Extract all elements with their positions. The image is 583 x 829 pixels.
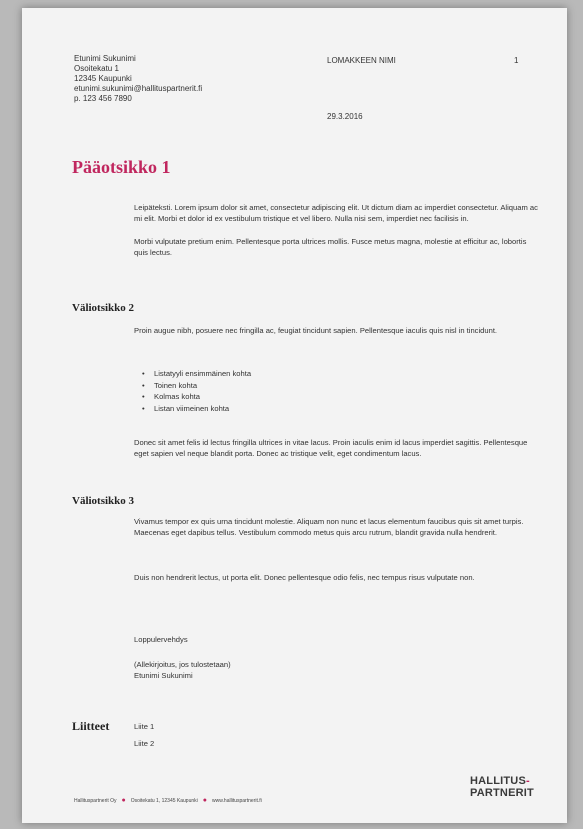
bullet-icon: • xyxy=(142,380,145,390)
footer-contact xyxy=(74,797,262,804)
section1-paragraph-1: Leipäteksti. Lorem ipsum dolor sit amet, consectetur adipiscing elit. Ut dictum diam ac imperdiet consectetur. Aliquam ac mi elit. Morbi et dolor id ex vestibulum tristique et vel libero. Nulla nisi sem, imperdiet nec facilisis in. xyxy=(134,203,538,223)
list-item: • Listatyyli ensimmäinen kohta xyxy=(142,369,252,378)
logo-dash-icon: - xyxy=(525,775,530,787)
sender-email: etunimi.sukunimi@hallituspartnerit.fi xyxy=(74,84,203,93)
list-item: • Listan viimeinen kohta xyxy=(142,403,230,413)
section1-paragraph-2: Morbi vulputate pretium enim. Pellentesque porta ultrices mollis. Fusce metus magna, molestie at efficitur ac, lobortis quis lectus. xyxy=(134,237,527,257)
list-item: • Toinen kohta xyxy=(142,380,198,390)
company-logo xyxy=(470,775,534,799)
sender-name: Etunimi Sukunimi xyxy=(74,54,136,63)
attachment-item: Liite 2 xyxy=(134,739,155,748)
attachments-list xyxy=(134,721,154,749)
form-name: LOMAKKEEN NIMI xyxy=(327,56,396,65)
document-date: 29.3.2016 xyxy=(327,112,363,121)
bullet-list xyxy=(134,368,539,414)
sender-phone: p. 123 456 7890 xyxy=(74,94,132,103)
section2-paragraph-2: Donec sit amet felis id lectus fringilla ultrices in vitae lacus. Proin iaculis enim id lacus imperdiet sagittis. Pellentesque eget sapien vel neque blandit porta. Donec ac tristique velit, eget condimentum lacus. xyxy=(134,438,528,458)
sender-block xyxy=(74,54,202,104)
bullet-icon: • xyxy=(142,392,145,401)
list-item: • Kolmas kohta xyxy=(142,392,201,401)
signature-name: Etunimi Sukunimi xyxy=(134,671,193,680)
page-number: 1 xyxy=(514,56,519,65)
signature-note: (Allekirjoitus, jos tulostetaan) xyxy=(134,660,231,669)
attachment-item: Liite 1 xyxy=(134,722,155,731)
footer-company: Hallituspartnerit Oy xyxy=(74,798,117,804)
signature-block xyxy=(134,659,434,681)
document-page xyxy=(22,8,567,823)
section3-title: Väliotsikko 3 xyxy=(72,495,135,507)
sender-city: 12345 Kaupunki xyxy=(74,74,132,83)
attachments-title: Liitteet xyxy=(72,719,110,733)
sender-address: Osoitekatu 1 xyxy=(74,64,119,73)
bullet-icon: • xyxy=(142,403,145,413)
separator-dot-icon: ● xyxy=(121,797,126,804)
bullet-icon: • xyxy=(142,369,145,378)
logo-line-2: PARTNERIT xyxy=(470,787,534,799)
footer-address: Osoitekatu 1, 12345 Kaupunki xyxy=(130,798,198,804)
section2-title: Väliotsikko 2 xyxy=(72,302,135,314)
closing-greeting: Loppulervehdys xyxy=(134,635,188,644)
section2-paragraph-1: Proin augue nibh, posuere nec fringilla ac, feugiat tincidunt sapien. Pellentesque iaculis quis nisl in tincidunt. xyxy=(134,326,498,335)
main-title: Pääotsikko 1 xyxy=(72,157,171,177)
logo-line-1: HALLITUS xyxy=(470,775,526,787)
section3-paragraph-2: Duis non hendrerit lectus, ut porta elit. Donec pellentesque odio felis, nec tempus risus vulputate non. xyxy=(134,573,475,582)
separator-dot-icon: ● xyxy=(202,797,207,804)
section3-paragraph-1: Vivamus tempor ex quis urna tincidunt molestie. Aliquam non nunc et lacus elementum faucibus quis sit amet turpis. Maecenas eget dapibus tellus. Vestibulum commodo metus quis arcu rutrum, blandit gravida nulla hendrerit. xyxy=(134,517,524,537)
footer-web: www.hallituspartnerit.fi xyxy=(211,798,262,804)
